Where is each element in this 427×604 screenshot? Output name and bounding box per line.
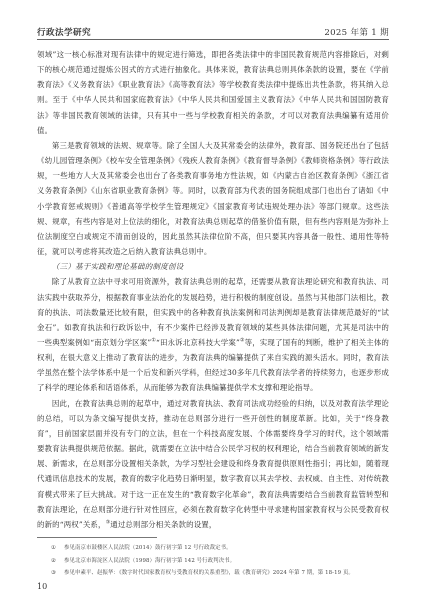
header-rule <box>37 39 389 40</box>
footnote-ref[interactable]: ② <box>239 337 245 344</box>
issue-label: 2025 年第 1 期 <box>324 28 389 38</box>
text-run: 因此，在教育法典总则的起草中，通过对教育执法、教育司法成功经验的归纳，以及对教育法学理论的总结，可以为条文编写提供支持，推动在总则部分进行一些开创性的制度革新。比如，关于“终身教育”，目前国家层面并没有专门的立法，但在一个科技高度发展、个体需要终身学习的时代，这个领域需要教育法典提供规范依据。据此，就需要在立法中结合公民学习权的权利理论，结合当前教育领域的新发展、新需求，在总则部分设置相关条款，为学习型社会建设和终身教育提供原则性指引；再比如，随着现代通讯信息技术的发展，教育的数字化趋势日渐明显，数字教育以其去学校、去权威、自主性、对传统教育模式带来了巨大挑战。对于这一正在发生的“教育数字化革命”，教育法典需要结合当前教育监管转型和教育法理论，在总则部分进行针对性回应，必须在教育数字化转型中寻求建构国家教育权与公民受教育权的新的“两权”关系， <box>37 398 389 529</box>
footnote-rule <box>37 537 157 538</box>
paragraph <box>37 396 389 532</box>
text-run: 除了从教育立法中寻求可用资源外，教育法典总则的起草，还需要从教育法理论研究和教育执法、司法实践中获取养分，根据教育事业法治化的发展趋势，进行积极的制度创设。虽然与其他部门法相比，教育的执法、司法数量还比较有限，但实践中的各种教育执法案例和司法判例却是教育法律规范最好的“试金石”。如教育执法和行政诉讼中，有不少案件已经涉及教育领域的某些具体法律问题，尤其是司法中的一些典型案例如“南京划分学区案” <box>37 277 389 347</box>
journal-title: 行政法学研究 <box>37 28 91 38</box>
paragraph: 领域”这一核心标准对现有法律中的规定进行筛选，即把各类法律中的非国民教育规范内容排除后，对剩下的核心规范通过提炼公因式的方式进行抽象化。具体来说，教育法典总则具体条款的设置，要在《学前教育法》《义务教育法》《职业教育法》《高等教育法》等学校教育类法律中提炼出共性条款，将其纳入总则。至于《中华人民共和国家庭教育法》《中华人民共和国爱国主义教育法》《中华人民共和国国防教育法》等非国民教育领域的法律，只有其中一些与学校教育相关的条款，才可以对教育法典编纂有适用价值。 <box>37 50 389 135</box>
footnotes <box>37 537 397 580</box>
text-run: “田永诉北京科技大学案” <box>156 337 240 347</box>
footnote <box>37 567 397 580</box>
footnote-ref[interactable]: ③ <box>105 519 111 526</box>
text-run: 等，实现了国有的判断，维护了相关主体的权利，在很大意义上推动了教育法的进步，为教育法典的编纂提供了来自实践的源头活水。同时，教育法学虽然在整个法学体系中是一个后发和新兴学科，但经过30多年几代教育法学者的持续努力，也逐步形成了科学的理论体系和话语体系，从而能够为教育法典编纂提供学术支撑和理论指导。 <box>37 337 390 393</box>
footnote-text: 参见南京市鼓楼区人民法院（2014）鼓行初字第 12 号行政裁定书。 <box>64 545 232 551</box>
footnote-text: 参见北京市海淀区人民法院（1998）海行初字第 142 号行政判决书。 <box>64 557 236 564</box>
footnote-mark: ① <box>51 545 56 551</box>
page-number: 10 <box>37 582 48 591</box>
text-run: 通过总则部分相关条款的设置， <box>110 519 217 529</box>
article-body <box>37 47 389 532</box>
footnote-mark: ② <box>51 557 56 564</box>
running-header <box>37 20 389 38</box>
footnote <box>37 542 397 555</box>
section-heading: （三）基于实践和理论基础的制度创设 <box>51 262 184 272</box>
footnote-text: 参见申素平、赵振华：《数字时代国家教育权与受教育权的关系重塑》，载《教育研究》2024 年第 7 期，第 18-19 页。 <box>64 570 354 577</box>
paragraph <box>37 274 389 395</box>
footnote-mark: ③ <box>51 570 56 577</box>
footnote <box>37 555 397 568</box>
paragraph: 第三是教育领域的法规、规章等。除了全国人大及其常委会的法律外，教育部、国务院还出台了包括《幼儿园管理条例》《校车安全管理条例》《残疾人教育条例》《教育督导条例》《教师资格条例》等行政法规，一些地方人大及其常委会也出台了各类教育事务地方性法规，如《内蒙古自治区教育条例》《浙江省义务教育条例》《山东省职业教育条例》等。同时，以教育部为代表的国务院组成部门也出台了诸如《中小学教育惩戒规则》《普通高等学校学生管理规定》《国家教育考试违规处理办法》等部门规章。这些法规、规章，有些内容是对上位法的细化，对教育法典总则起草的借鉴价值有限，但有些内容则是为弥补上位法制度空白或规定不清而创设的，因此虽然其法律位阶不高，但只要其内容具备一般性、通用性等特征，就可以考虑将其改造之后纳入教育法典总则中。 <box>37 140 389 257</box>
footnote-ref[interactable]: ① <box>151 337 156 344</box>
